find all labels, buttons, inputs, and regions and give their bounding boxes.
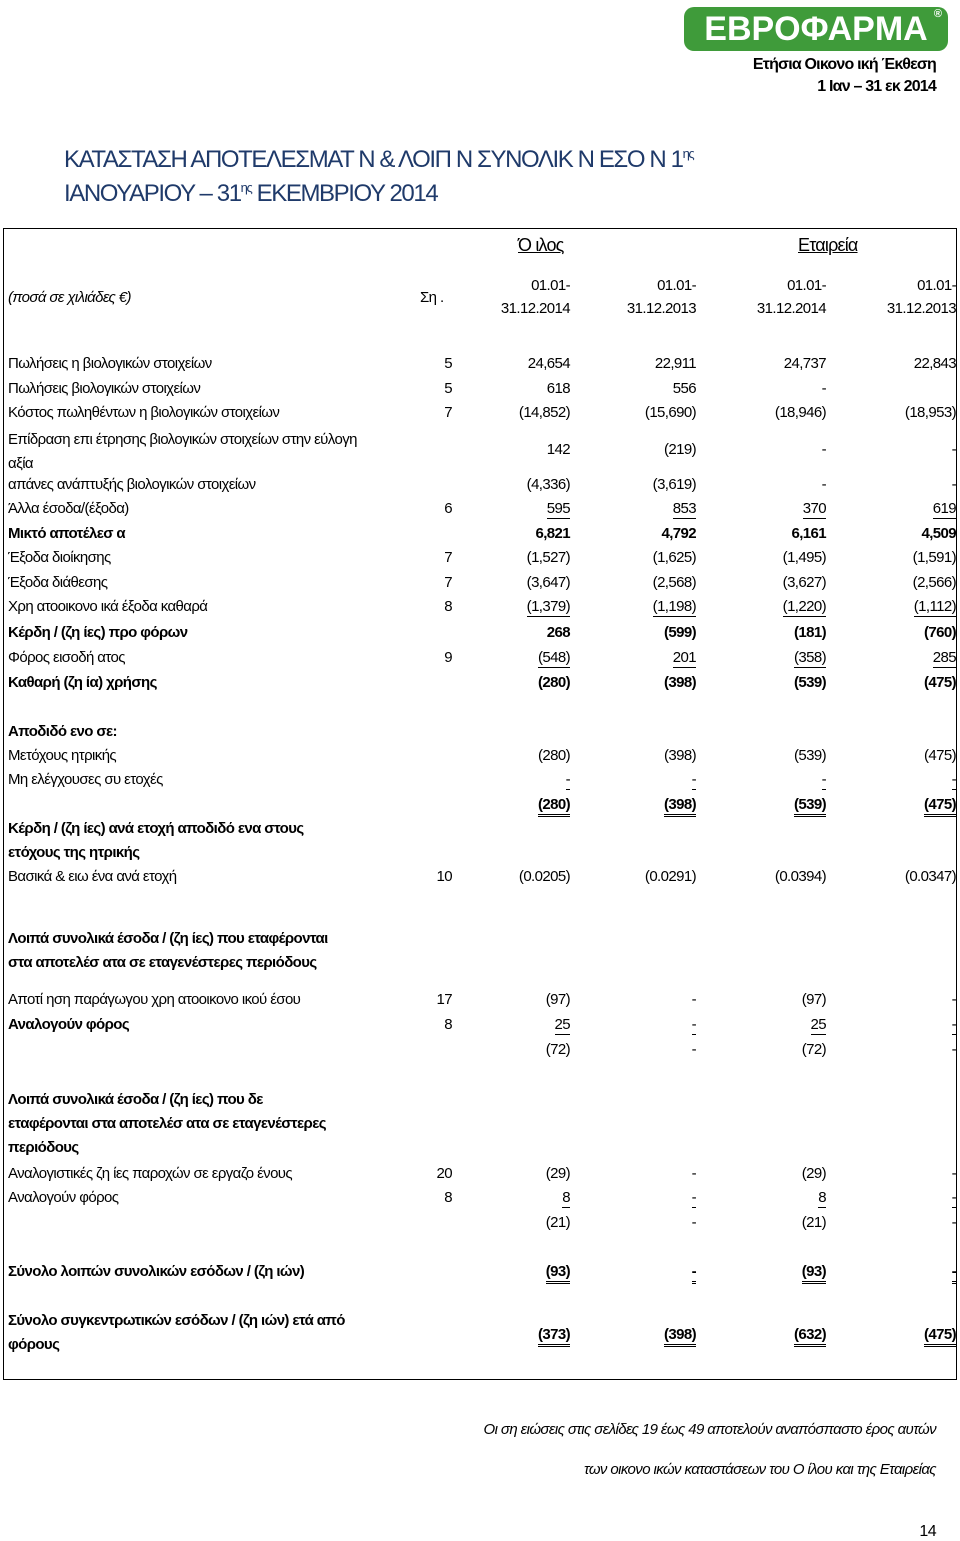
- table-row: [0, 571, 960, 595]
- row-label: Μη ελέγχουσες συ ετοχές: [8, 771, 163, 788]
- cell-value: -: [951, 771, 956, 788]
- cell-value: (280): [537, 674, 570, 691]
- cell-value: 853: [672, 500, 696, 517]
- cell-value: (475): [923, 674, 956, 691]
- cell-value: (18,953): [904, 404, 956, 421]
- registered-mark: ®: [933, 8, 942, 20]
- cell-value: 4,509: [921, 525, 956, 542]
- row-note: 7: [444, 574, 452, 591]
- cell-value: 6,821: [535, 525, 570, 542]
- cell-value: -: [951, 1189, 956, 1206]
- table-row: [0, 988, 960, 1012]
- table-row: [0, 352, 960, 376]
- table-row: [0, 377, 960, 401]
- cell-value: (539): [716, 796, 826, 813]
- row-label: απάνες ανάπτυξής βιολογικών στοιχείων: [8, 476, 256, 493]
- cell-value: (0.0347): [904, 868, 956, 885]
- footer-note-line2: των οικονο ικών καταστάσεων του Ο ίλου και της Εταιρείας: [584, 1461, 936, 1478]
- cell-value: (398): [663, 674, 696, 691]
- cell-value: (14,852): [518, 404, 570, 421]
- cell-value: 595: [546, 500, 570, 517]
- row-label: Μετόχους ητρικής: [8, 747, 117, 764]
- total-row: [0, 793, 960, 817]
- cell-value: 8: [562, 1189, 570, 1206]
- cell-value: -: [821, 380, 826, 397]
- cell-value: (280): [460, 796, 570, 813]
- cell-value: (15,690): [644, 404, 696, 421]
- period-header-4: 01.01- 31.12.2013: [886, 277, 956, 317]
- cell-value: (1,198): [652, 598, 696, 615]
- cell-value: (632): [716, 1326, 826, 1343]
- cell-value: 24,737: [783, 355, 826, 372]
- cell-value: 556: [672, 380, 696, 397]
- table-row: [0, 497, 960, 521]
- oci-recl-heading: Λοιπά συνολικά έσοδα / (ζη ίες) που εταφέρονται στα αποτελέσ ατα σε εταγενέστερες περιόδους: [8, 930, 328, 971]
- cell-value: (29): [801, 1165, 826, 1182]
- report-name: Ετήσια Οικονο ική Έκθεση: [752, 56, 936, 73]
- row-label: Αναλογούν φόρος: [8, 1016, 130, 1033]
- cell-value: (398): [586, 1326, 696, 1343]
- cell-value: (72): [801, 1041, 826, 1058]
- cell-value: (1,220): [782, 598, 826, 615]
- period-header-2: 01.01- 31.12.2013: [626, 277, 696, 317]
- row-label: Βασικά & ειω ένα ανά ετοχή: [8, 868, 177, 885]
- table-row: [0, 1013, 960, 1037]
- company-logo: [684, 7, 948, 51]
- row-label: Χρη ατοοικονο ικά έξοδα καθαρά: [8, 598, 208, 615]
- cell-value: -: [821, 476, 826, 493]
- cell-value: -: [951, 441, 956, 458]
- cell-value: -: [951, 1165, 956, 1182]
- table-row: [0, 522, 960, 546]
- cell-value: 22,911: [654, 355, 696, 372]
- row-label: Πωλήσεις βιολογικών στοιχείων: [8, 380, 201, 397]
- cell-value: (21): [545, 1214, 570, 1231]
- row-label: Έξοδα διάθεσης: [8, 574, 108, 591]
- cell-value: (539): [793, 747, 826, 764]
- cell-value: (539): [793, 674, 826, 691]
- table-row: [0, 401, 960, 425]
- row-note: 6: [444, 500, 452, 517]
- group-header: Ό ιλος: [518, 235, 564, 255]
- cell-value: (0.0291): [644, 868, 696, 885]
- cell-value: (97): [801, 991, 826, 1008]
- cell-value: (1,527): [526, 549, 570, 566]
- footer-note-line1: Οι ση ειώσεις στις σελίδες 19 έως 49 αποτελούν αναπόσπαστο έρος αυτών: [483, 1421, 936, 1438]
- cell-value: (1,379): [526, 598, 570, 615]
- row-note: 5: [444, 380, 452, 397]
- cell-value: -: [691, 1041, 696, 1058]
- page-title-line1: ΚΑΤΑΣΤΑΣΗ ΑΠΟΤΕΛΕΣΜΑΤ Ν & ΛΟΙΠ Ν ΣΥΝΟΛΙΚ Ν ΕΣΟ Ν $1^{\eta\varsigma}$: [64, 146, 694, 173]
- row-note: 7: [444, 404, 452, 421]
- note-header: Ση .: [420, 289, 444, 306]
- oci-total-row: [0, 1260, 960, 1284]
- row-label: Άλλα έσοδα/(έξοδα): [8, 500, 129, 517]
- page-title-line2: ΙΑΝΟΥΑΡΙΟΥ – $31^{\eta\varsigma}$ ΕΚΕΜΒΡΙΟΥ 2014: [64, 180, 438, 207]
- page-number: 14: [919, 1523, 936, 1540]
- row-label: Αναλογιστικές ζη ίες παροχών σε εργαζο ένους: [8, 1165, 293, 1182]
- cell-value: -: [846, 1263, 956, 1280]
- cell-value: (599): [663, 624, 696, 641]
- cell-value: 370: [802, 500, 826, 517]
- table-row: [0, 1162, 960, 1186]
- cell-value: 8: [818, 1189, 826, 1206]
- cell-value: 268: [546, 624, 570, 641]
- table-row: [0, 438, 960, 462]
- cell-value: (21): [801, 1214, 826, 1231]
- row-note: 7: [444, 549, 452, 566]
- cell-value: (219): [663, 441, 696, 458]
- cell-value: -: [691, 1214, 696, 1231]
- cell-value: -: [691, 1165, 696, 1182]
- cell-value: (29): [545, 1165, 570, 1182]
- cell-value: -: [951, 1016, 956, 1033]
- subtotal-row: [0, 1211, 960, 1235]
- cell-value: -: [951, 1041, 956, 1058]
- cell-value: 619: [932, 500, 956, 517]
- grand-total-label: Σύνολο συγκεντρωτικών εσόδων / (ζη ιών) ετά από φόρους: [8, 1312, 345, 1353]
- cell-value: 25: [810, 1016, 826, 1033]
- row-label: Πωλήσεις η βιολογικών στοιχείων: [8, 355, 212, 372]
- cell-value: (18,946): [774, 404, 826, 421]
- row-label: Καθαρή (ζη ία) χρήσης: [8, 674, 157, 691]
- row-label: Κόστος πωληθέντων η βιολογικών στοιχείων: [8, 404, 280, 421]
- cell-value: (3,647): [526, 574, 570, 591]
- table-row: [0, 768, 960, 792]
- table-row: [0, 595, 960, 619]
- oci-nonrecl-heading: Λοιπά συνολικά έσοδα / (ζη ίες) που δε εταφέρονται στα αποτελέσ ατα σε εταγενέστερες περιόδους: [8, 1091, 326, 1156]
- row-label: Έξοδα διοίκησης: [8, 549, 111, 566]
- row-label-multiline: Επίδραση επι έτρησης βιολογικών στοιχείων στην εύλογη αξία: [8, 431, 357, 472]
- cell-value: (97): [545, 991, 570, 1008]
- row-note: 9: [444, 649, 452, 666]
- row-label: Κέρδη / (ζη ίες) προ φόρων: [8, 624, 188, 641]
- cell-value: -: [691, 1189, 696, 1206]
- cell-value: 25: [554, 1016, 570, 1033]
- cell-value: (3,627): [782, 574, 826, 591]
- units-label: (ποσά σε χιλιάδες €): [8, 289, 131, 306]
- cell-value: -: [691, 1016, 696, 1033]
- row-note: 20: [436, 1165, 452, 1182]
- cell-value: -: [691, 991, 696, 1008]
- row-note: 5: [444, 355, 452, 372]
- row-note: 17: [436, 991, 452, 1008]
- cell-value: (93): [460, 1263, 570, 1280]
- cell-value: -: [565, 771, 570, 788]
- cell-value: (2,568): [652, 574, 696, 591]
- cell-value: 618: [546, 380, 570, 397]
- cell-value: (398): [663, 747, 696, 764]
- cell-value: 6,161: [791, 525, 826, 542]
- cell-value: (93): [716, 1263, 826, 1280]
- cell-value: (0.0205): [518, 868, 570, 885]
- cell-value: (1,112): [913, 598, 956, 615]
- row-note: 8: [444, 1016, 452, 1033]
- row-label: Μικτό αποτέλεσ α: [8, 525, 126, 542]
- report-period: 1 Ιαν – 31 εκ 2014: [817, 78, 936, 95]
- period-header-1: 01.01- 31.12.2014: [500, 277, 570, 317]
- eps-heading: Κέρδη / (ζη ίες) ανά ετοχή αποδιδό ενα στους ετόχους της ητρικής: [8, 820, 304, 861]
- cell-value: (475): [846, 1326, 956, 1343]
- cell-value: (548): [537, 649, 570, 666]
- table-row: [0, 473, 960, 497]
- table-row: [0, 546, 960, 570]
- cell-value: (72): [545, 1041, 570, 1058]
- cell-value: -: [821, 441, 826, 458]
- cell-value: (1,625): [652, 549, 696, 566]
- table-row: [0, 621, 960, 645]
- row-note: 8: [444, 598, 452, 615]
- table-row: [0, 1186, 960, 1210]
- cell-value: (0.0394): [774, 868, 826, 885]
- cell-value: (760): [923, 624, 956, 641]
- cell-value: 142: [546, 441, 570, 458]
- cell-value: (4,336): [526, 476, 570, 493]
- cell-value: (1,495): [782, 549, 826, 566]
- row-label: Σύνολο λοιπών συνολικών εσόδων / (ζη ιών): [8, 1263, 305, 1280]
- eps-row: [0, 865, 960, 889]
- row-label: Αποτί ηση παράγωγου χρη ατοοικονο ικού έσου: [8, 991, 301, 1008]
- cell-value: (2,566): [912, 574, 956, 591]
- row-label: Φόρος εισοδή ατος: [8, 649, 125, 666]
- table-row: [0, 671, 960, 695]
- cell-value: (475): [846, 796, 956, 813]
- section-heading: [0, 720, 960, 744]
- table-row: [0, 646, 960, 670]
- row-label: Αναλογούν φόρος: [8, 1189, 119, 1206]
- cell-value: (373): [460, 1326, 570, 1343]
- cell-value: (475): [923, 747, 956, 764]
- cell-value: [846, 380, 956, 397]
- table-row: [0, 744, 960, 768]
- cell-value: (181): [793, 624, 826, 641]
- cell-value: 201: [672, 649, 696, 666]
- logo-text: ΕΒΡΟΦΑΡΜΑ: [704, 10, 928, 48]
- cell-value: (280): [537, 747, 570, 764]
- cell-value: -: [586, 1263, 696, 1280]
- row-note: 8: [444, 1189, 452, 1206]
- cell-value: (358): [793, 649, 826, 666]
- row-note: 10: [436, 868, 452, 885]
- cell-value: 4,792: [661, 525, 696, 542]
- cell-value: -: [821, 771, 826, 788]
- cell-value: -: [951, 1214, 956, 1231]
- cell-value: (1,591): [912, 549, 956, 566]
- cell-value: 285: [932, 649, 956, 666]
- grand-total-row: [0, 1323, 960, 1347]
- cell-value: -: [951, 991, 956, 1008]
- row-label: Αποδιδό ενο σε:: [8, 723, 117, 740]
- subtotal-row: [0, 1038, 960, 1062]
- company-header: Εταιρεία: [798, 235, 858, 255]
- cell-value: (3,619): [652, 476, 696, 493]
- period-header-3: 01.01- 31.12.2014: [756, 277, 826, 317]
- cell-value: 22,843: [913, 355, 956, 372]
- cell-value: (398): [586, 796, 696, 813]
- cell-value: 24,654: [527, 355, 570, 372]
- cell-value: -: [691, 771, 696, 788]
- cell-value: -: [951, 476, 956, 493]
